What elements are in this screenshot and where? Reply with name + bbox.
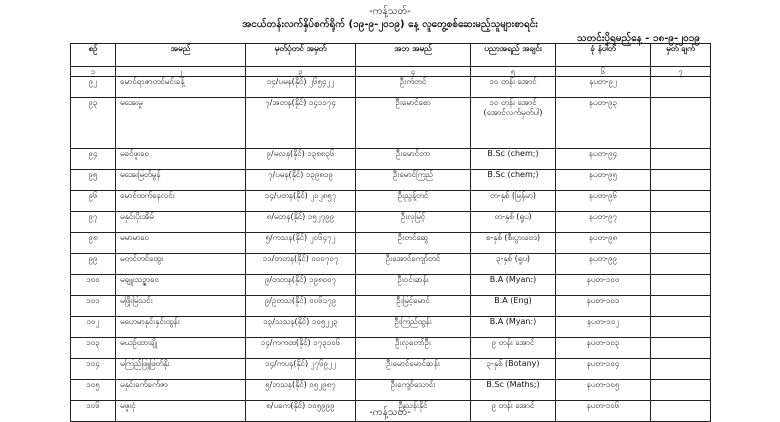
applicant-name: မနှင်းပိုးအိမ် bbox=[116, 212, 246, 233]
seat-number: နပတ-၁၀၄ bbox=[556, 359, 651, 380]
remark bbox=[651, 191, 711, 212]
row-number: ၉၃ bbox=[71, 98, 116, 149]
row-number: ၁၀၃ bbox=[71, 338, 116, 359]
remark bbox=[651, 359, 711, 380]
father-name: ဦးဝင်းဆန်း bbox=[356, 275, 471, 296]
remark bbox=[651, 212, 711, 233]
seat-number: နပတ-၉၆ bbox=[556, 191, 651, 212]
education: ၁၀ တန်း အောင် bbox=[471, 77, 556, 98]
col-header-seat: ခုံ နံပါတ် bbox=[556, 44, 651, 67]
nrc-number: ၈/မဘန(နိုင်) ၁၅၂၇၉၉ bbox=[246, 212, 356, 233]
column-number: ၇ bbox=[651, 67, 711, 77]
applicant-name: မမာမာဝေ bbox=[116, 233, 246, 254]
nrc-number: ၁၄/ပမန(နိုင်) ၂၆၅၄၂၂ bbox=[246, 77, 356, 98]
father-name: ဦးကျော်သောင်း bbox=[356, 380, 471, 401]
table-row bbox=[71, 296, 711, 317]
nrc-number: ၁၄/ပတန(နိုင်) ၂၀၂၈၅၇ bbox=[246, 191, 356, 212]
education: ၉ တန်း အောင် bbox=[471, 401, 556, 422]
table-row bbox=[71, 212, 711, 233]
table-row bbox=[71, 191, 711, 212]
applicant-name: မဟေမာနှင်းနှင်းထွန်း bbox=[116, 317, 246, 338]
table-row bbox=[71, 380, 711, 401]
row-number: ၉၂ bbox=[71, 77, 116, 98]
applicant-name: မောင်ရာဇာတင်မင်းခန့် bbox=[116, 77, 246, 98]
remark bbox=[651, 98, 711, 149]
row-number: ၁၀၅ bbox=[71, 380, 116, 401]
applicant-name: မခင်ဖူးဝေ bbox=[116, 149, 246, 170]
applicant-name: မတင်တင်ထွေး bbox=[116, 254, 246, 275]
father-name: ဦးမောင်ကြည် bbox=[356, 170, 471, 191]
seat-number: နပတ-၉၈ bbox=[556, 233, 651, 254]
table-row bbox=[71, 170, 711, 191]
applicant-name: မအေးမူ bbox=[116, 98, 246, 149]
row-number: ၁၀၄ bbox=[71, 359, 116, 380]
nrc-number: ၁၄/ကကထ(နိုင်) ၁၇၃၁၀၆ bbox=[246, 338, 356, 359]
seat-number: နပတ-၁၀၃ bbox=[556, 338, 651, 359]
column-number: ၁ bbox=[71, 67, 116, 77]
table-row bbox=[71, 254, 711, 275]
col-header-father: အဘ အမည် bbox=[356, 44, 471, 67]
restricted-mark-bottom: -ကန့်သတ်- bbox=[369, 407, 411, 418]
column-number: ၅ bbox=[471, 67, 556, 77]
education: B.A (Myan:) bbox=[471, 275, 556, 296]
nrc-number: ၉/ဥတသ(နိုင်) ၀၀၆၁၇၉ bbox=[246, 296, 356, 317]
column-number: ၂ bbox=[116, 67, 246, 77]
education: B.Sc (Maths;) bbox=[471, 380, 556, 401]
row-number: ၉၅ bbox=[71, 170, 116, 191]
father-name: ဦးမြင့်မောင် bbox=[356, 296, 471, 317]
col-header-remark: မှတ် ချက် bbox=[651, 44, 711, 67]
remark bbox=[651, 338, 711, 359]
nrc-number: ၅/ဘသန(နိုင်) ၀၅၂၉၈၇ bbox=[246, 380, 356, 401]
remark bbox=[651, 275, 711, 296]
remark bbox=[651, 296, 711, 317]
column-number: ၆ bbox=[556, 67, 651, 77]
row-number: ၉၇ bbox=[71, 212, 116, 233]
education: ၃-နှစ် (ရူပ) bbox=[471, 254, 556, 275]
column-number-row bbox=[71, 67, 711, 77]
education: ၉ တန်း အောင် bbox=[471, 338, 556, 359]
education: တ-နှစ် (ရူပ) bbox=[471, 212, 556, 233]
education: B.Sc (chem;) bbox=[471, 170, 556, 191]
remark bbox=[651, 170, 711, 191]
father-name: ဦးလှတော်ဦး bbox=[356, 338, 471, 359]
table-body bbox=[71, 77, 711, 422]
row-number: ၁၀၁ bbox=[71, 296, 116, 317]
seat-number: နပတ-၁၀၀ bbox=[556, 275, 651, 296]
table-row bbox=[71, 149, 711, 170]
applicant-name: မချူးသဉ္ဇာဝေ bbox=[116, 275, 246, 296]
seat-number: နပတ-၁၀၂ bbox=[556, 317, 651, 338]
education: ၃-နှစ် (Botany) bbox=[471, 359, 556, 380]
applicant-name: မကြည်ဖြူဖြတ်နိုး bbox=[116, 359, 246, 380]
nrc-number: ၈/ပခက(နိုင်) ၁၀၅၉၉၉ bbox=[246, 401, 356, 422]
table-row bbox=[71, 77, 711, 98]
row-number: ၉၆ bbox=[71, 191, 116, 212]
nrc-number: ၁၄/ကပန(နိုင်) ၂၇၆၉၂၂ bbox=[246, 359, 356, 380]
remark bbox=[651, 380, 711, 401]
remark bbox=[651, 254, 711, 275]
seat-number: နပတ-၁၀၆ bbox=[556, 401, 651, 422]
table-row bbox=[71, 359, 711, 380]
column-number: ၄ bbox=[356, 67, 471, 77]
education: တ-နှစ် (မြန်မာ) bbox=[471, 191, 556, 212]
applicant-name: မယဉ်ထားချို bbox=[116, 338, 246, 359]
row-number: ၁၀၆ bbox=[71, 401, 116, 422]
seat-number: နပတ-၉၅ bbox=[556, 170, 651, 191]
row-number: ၉၉ bbox=[71, 254, 116, 275]
row-number: ၉၈ bbox=[71, 233, 116, 254]
restricted-mark-top: -ကန့်သတ်- bbox=[369, 6, 411, 17]
seat-number: နပတ-၉၇ bbox=[556, 212, 651, 233]
table-row bbox=[71, 338, 711, 359]
education: B.A (Eng) bbox=[471, 296, 556, 317]
father-name: ဦးကြည်ထွန်း bbox=[356, 317, 471, 338]
col-header-nrc: မှတ်ပုံတင် အမှတ် bbox=[246, 44, 356, 67]
seat-number: နပတ-၉၃ bbox=[556, 98, 651, 149]
document-title: အငယ်တန်းလက်နှိပ်စက်ရိုက် (၁၉-၉-၂၀၁၉) နေ့ လူတွေ့စစ်ဆေးမည့်သူများစာရင်း bbox=[242, 19, 538, 30]
nrc-number: ၉/တတန(နိုင်) ၁၉၈၀၀၇ bbox=[246, 275, 356, 296]
applicant-table bbox=[70, 43, 711, 422]
education: စ-နှစ် (စီးပွားဗေဒ) bbox=[471, 233, 556, 254]
table-header-row bbox=[71, 44, 711, 67]
remark bbox=[651, 317, 711, 338]
father-name: ဦးမောင်စော bbox=[356, 98, 471, 149]
father-name: ဦးတင်ဆွေ bbox=[356, 233, 471, 254]
education: ၁၀ တန်း အောင် (အောင်လက်မှတ်ပါ) bbox=[471, 98, 556, 149]
father-name: ဦးအောင်ကျော်တင် bbox=[356, 254, 471, 275]
report-date: သတင်းပို့ရမည့်နေ့ - ၁၈-၉-၂၀၁၉ bbox=[576, 33, 700, 44]
remark bbox=[651, 77, 711, 98]
nrc-number: ၁၁/တတန(နိုင်) ၀၀၀၇၀၇ bbox=[246, 254, 356, 275]
applicant-name: မအေးမြတ်မွန် bbox=[116, 170, 246, 191]
seat-number: နပတ-၉၉ bbox=[556, 254, 651, 275]
father-name: ဦးသန်းနိုင် bbox=[356, 401, 471, 422]
table-row bbox=[71, 98, 711, 149]
nrc-number: ၅/ကသန(နိုင်) ၂၀၆၄၇၂ bbox=[246, 233, 356, 254]
seat-number: နပတ-၁၀၁ bbox=[556, 296, 651, 317]
table-row bbox=[71, 275, 711, 296]
remark bbox=[651, 233, 711, 254]
education: B.Sc (chem;) bbox=[471, 149, 556, 170]
row-number: ၉၄ bbox=[71, 149, 116, 170]
nrc-number: ၇/ပမန(နိုင်) ၁၃၉၈၁၉ bbox=[246, 170, 356, 191]
row-number: ၁၀၂ bbox=[71, 317, 116, 338]
table-row bbox=[71, 233, 711, 254]
row-number: ၁၀၀ bbox=[71, 275, 116, 296]
applicant-name: မဖြိုးမြသင်း bbox=[116, 296, 246, 317]
father-name: ဦးညွန့်တင် bbox=[356, 191, 471, 212]
father-name: ဦးမောင်တာ bbox=[356, 149, 471, 170]
father-name: ဦးကံတင် bbox=[356, 77, 471, 98]
nrc-number: ၉/မလန(နိုင်) ၁၃၈၈၃၆ bbox=[246, 149, 356, 170]
column-number: ၃ bbox=[246, 67, 356, 77]
col-header-education: ပညာအရည် အချင်း bbox=[471, 44, 556, 67]
col-header-name: အမည် bbox=[116, 44, 246, 67]
col-header-no: စဉ် bbox=[71, 44, 116, 67]
seat-number: နပတ-၁၀၅ bbox=[556, 380, 651, 401]
nrc-number: ၇/အတန(နိုင်) ၁၄၁၁၇၄ bbox=[246, 98, 356, 149]
education: B.A (Myan:) bbox=[471, 317, 556, 338]
remark bbox=[651, 149, 711, 170]
nrc-number: ၁၃/သသန(နိုင်) ၁၀၅၂၂၃ bbox=[246, 317, 356, 338]
table-row bbox=[71, 317, 711, 338]
seat-number: နပတ-၉၂ bbox=[556, 77, 651, 98]
applicant-name: မောင်ထက်နေလင်း bbox=[116, 191, 246, 212]
applicant-name: မနှင်းခက်ခက်ဇာ bbox=[116, 380, 246, 401]
father-name: ဦးလှမြင့် bbox=[356, 212, 471, 233]
applicant-name: မဖူးငုံ bbox=[116, 401, 246, 422]
seat-number: နပတ-၉၄ bbox=[556, 149, 651, 170]
father-name: ဦးမောင်မောင်ဆန်း bbox=[356, 359, 471, 380]
